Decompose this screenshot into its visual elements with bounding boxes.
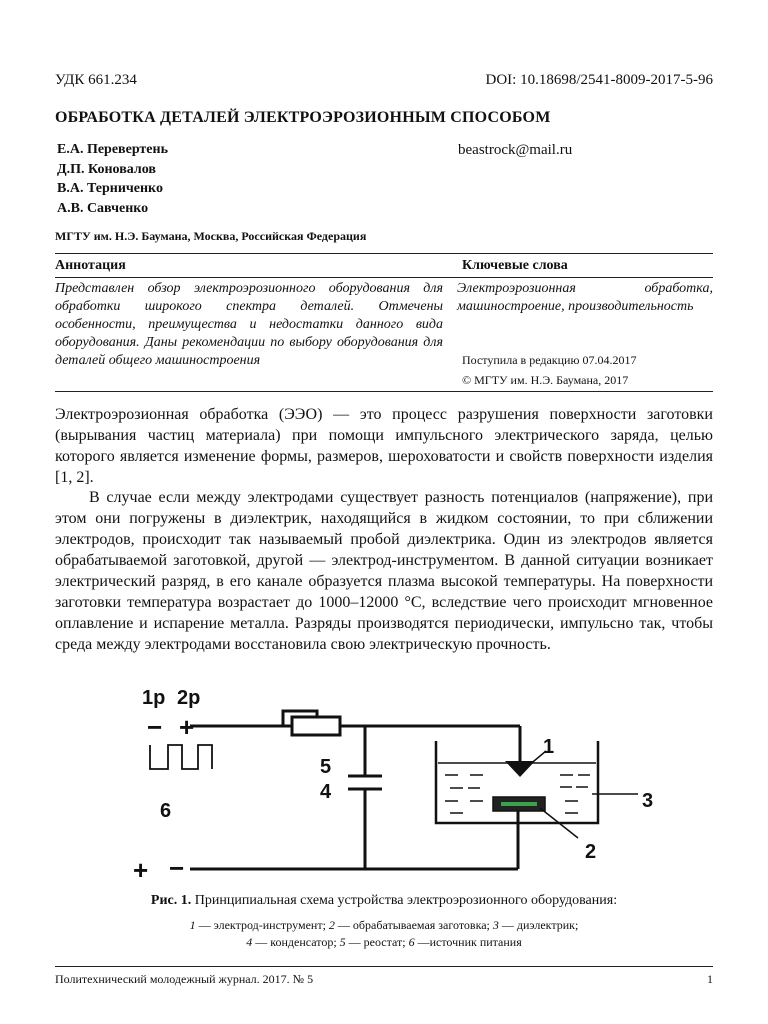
label-1: 1 bbox=[543, 736, 555, 758]
heading-rule bbox=[55, 277, 713, 278]
legend-num: 5 bbox=[339, 935, 346, 949]
legend-text: — диэлектрик; bbox=[498, 918, 579, 932]
legend-text: — обрабатываемая заготовка; bbox=[334, 918, 493, 932]
legend-text: —источник питания bbox=[414, 935, 522, 949]
caption-text: Принципиальная схема устройства электроэрозионного оборудования: bbox=[191, 893, 618, 908]
keywords-text: Электроэрозионная обработка, машиностроение, производительность bbox=[457, 281, 713, 314]
label-3: 3 bbox=[642, 790, 654, 812]
article-title: ОБРАБОТКА ДЕТАЛЕЙ ЭЛЕКТРОЭРОЗИОННЫМ СПОСОБОМ bbox=[55, 109, 551, 126]
abstract-heading: Аннотация bbox=[55, 258, 126, 273]
bottom-rule bbox=[55, 391, 713, 392]
doi: DOI: 10.18698/2541-8009-2017-5-96 bbox=[485, 72, 713, 88]
author-3: В.А. Терниченко bbox=[57, 181, 163, 196]
figure-caption bbox=[55, 893, 713, 909]
copyright: © МГТУ им. Н.Э. Баумана, 2017 bbox=[462, 373, 629, 387]
legend-num: 4 bbox=[246, 935, 253, 949]
author-4: А.В. Савченко bbox=[57, 201, 149, 216]
pulse-waveform bbox=[150, 745, 212, 769]
label-6: 6 bbox=[160, 800, 172, 822]
body-paragraph-2: В случае если между электродами существует разность потенциалов (напряжение), при этом они погружены в диэлектрик, находящийся в жидком состоянии, то при сближении электродов, происходит так называемый пробой диэлектрика. Один из электродов является обрабатываемой заготовкой, другой — электрод-инструментом. В данной ситуации возникает электрический разряд, в его канале образуется плазма высокой температуры. На поверхности заготовки температура возрастает до 1000–12000 °С, вследствие чего происходит мгновенное оплавление и испарение металла. Разряды производятся периодически, импульсно так, чтобы среда между электродами восстановила свою электрическую прочность. bbox=[55, 489, 713, 653]
legend-num: 3 bbox=[492, 918, 499, 932]
legend-num: 2 bbox=[328, 918, 335, 932]
rheostat bbox=[292, 717, 340, 735]
legend-text: — реостат; bbox=[345, 935, 409, 949]
journal-name: Политехнический молодежный журнал. 2017. № 5 bbox=[55, 972, 314, 986]
label-4: 4 bbox=[320, 781, 332, 803]
footer-rule bbox=[55, 966, 713, 967]
author-1: Е.А. Перевертень bbox=[57, 142, 168, 157]
author-2: Д.П. Коновалов bbox=[57, 162, 156, 177]
legend-text: — конденсатор; bbox=[252, 935, 340, 949]
legend-num: 6 bbox=[408, 935, 415, 949]
caption-label: Рис. 1. bbox=[150, 893, 192, 908]
keywords-heading: Ключевые слова bbox=[462, 258, 568, 273]
label-2: 2 bbox=[585, 841, 597, 863]
label-minus-bottom: − bbox=[169, 853, 185, 883]
figure-legend bbox=[55, 917, 713, 951]
label-plus-top: + bbox=[179, 712, 195, 742]
affiliation: МГТУ им. Н.Э. Баумана, Москва, Российская Федерация bbox=[55, 229, 367, 243]
label-minus-top: − bbox=[147, 712, 163, 742]
label-1p: 1р bbox=[142, 687, 166, 709]
label-5: 5 bbox=[320, 756, 332, 778]
author-email: beastrock@mail.ru bbox=[458, 142, 573, 158]
abstract-text: Представлен обзор электроэрозионного оборудования для обработки широкого спектра деталей. Отмечены особенности, преимущества и недостатки данного вида оборудования. Даны рекомендации по выбору оборудования для деталей общего машиностроения bbox=[55, 281, 443, 368]
body-paragraph-1: Электроэрозионная обработка (ЭЭО) — это процесс разрушения поверхности заготовки (вырывания частиц материала) при помощи импульсного электрического заряда, целью которого является изменение формы, размеров, шероховатости и свойств поверхности изделия [1, 2]. bbox=[55, 406, 713, 486]
schematic-figure bbox=[120, 683, 665, 883]
udk-code: УДК 661.234 bbox=[55, 72, 137, 88]
received-date: Поступила в редакцию 07.04.2017 bbox=[462, 353, 637, 367]
label-2p: 2р bbox=[177, 687, 201, 709]
legend-num: 1 bbox=[189, 918, 196, 932]
workpiece-surface bbox=[501, 802, 537, 806]
top-rule bbox=[55, 253, 713, 254]
legend-text: — электрод-инструмент; bbox=[195, 918, 329, 932]
page-number: 1 bbox=[707, 972, 713, 986]
label-plus-bottom: + bbox=[133, 855, 149, 883]
